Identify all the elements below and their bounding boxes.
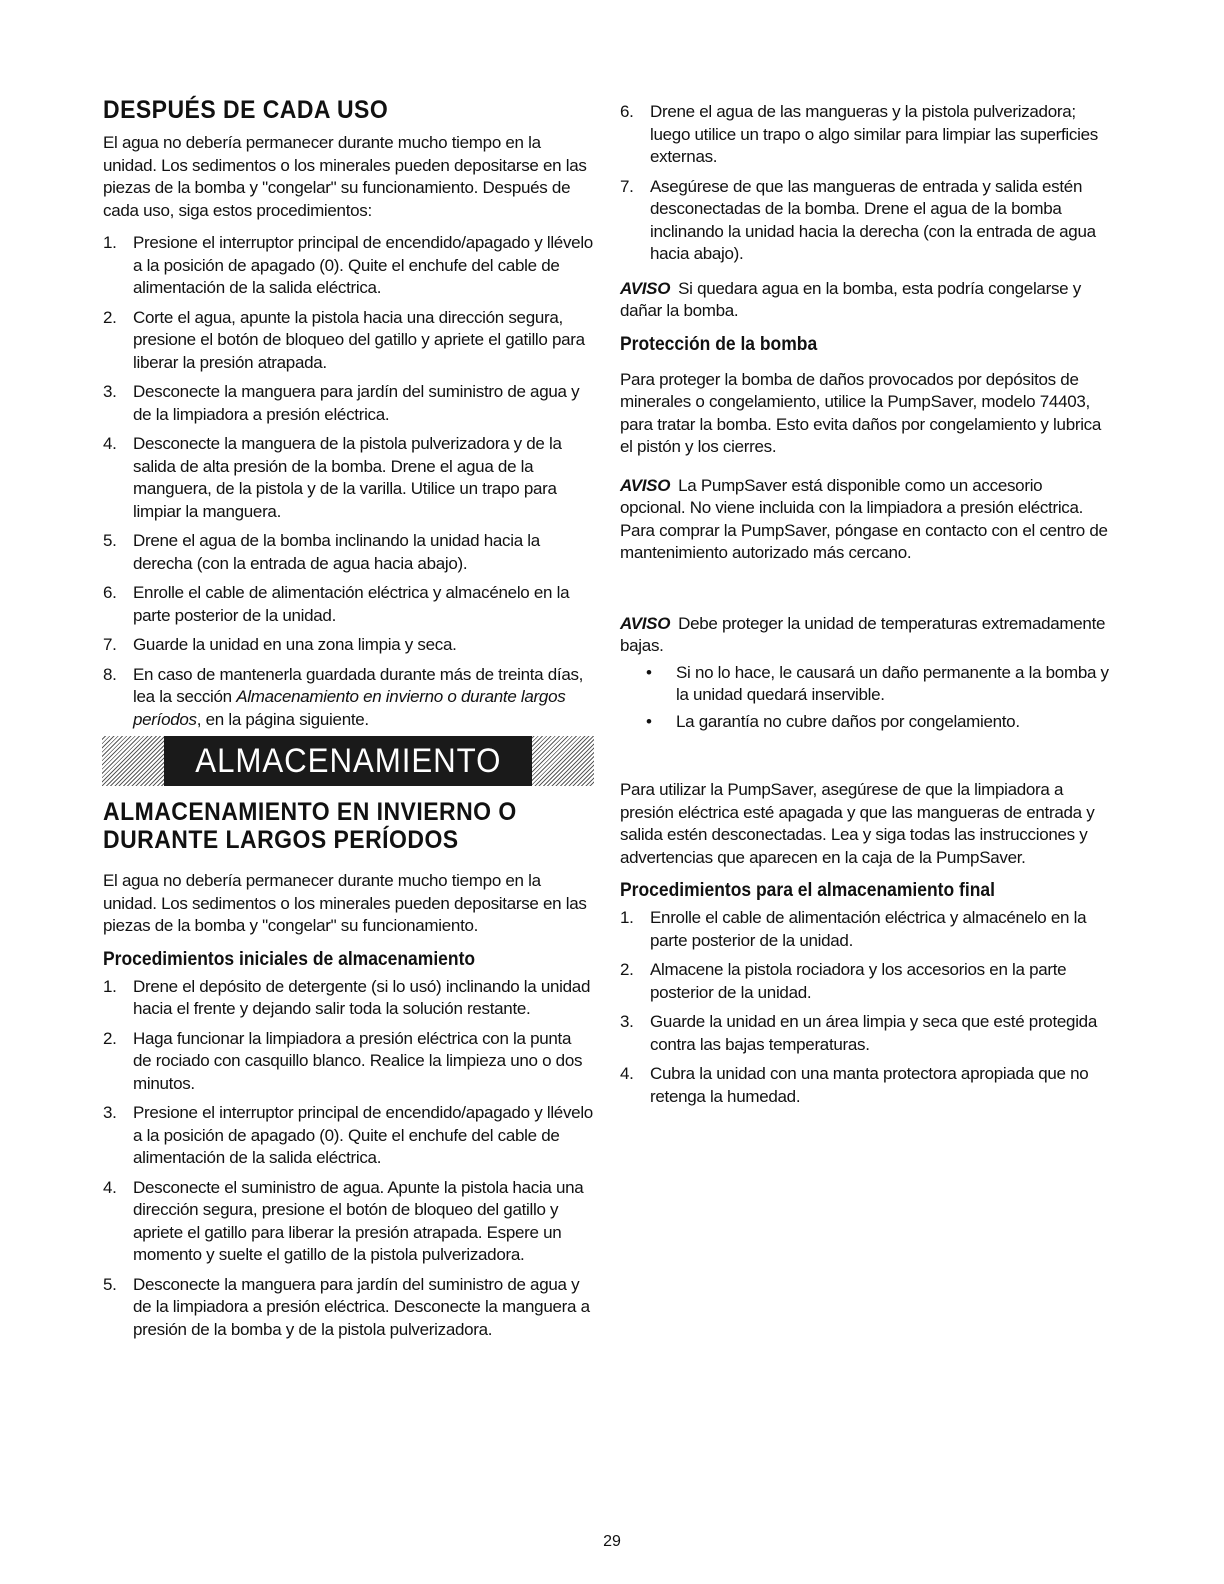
banner-title: ALMACENAMIENTO bbox=[194, 741, 502, 780]
list-item: 3. Presione el interruptor principal de encendido/apagado y llévelo a la posición de apagado (0). Quite el enchufe del cable de alimentación de la salida eléctrica. bbox=[103, 1103, 593, 1167]
list-item: 6. Drene el agua de las mangueras y la pistola pulverizadora; luego utilice un trapo o algo similar para limpiar las superficies externas. bbox=[620, 102, 1098, 166]
list-item: 6. Enrolle el cable de alimentación eléctrica y almacénelo en la parte posterior de la unidad. bbox=[103, 583, 570, 625]
list-item: 3. Guarde la unidad en un área limpia y seca que esté protegida contra las bajas temperaturas. bbox=[620, 1012, 1097, 1054]
initial-storage-steps-list bbox=[103, 976, 593, 1342]
section-title-despues-de-cada-uso: DESPUÉS DE CADA USO bbox=[103, 96, 389, 124]
list-item: 4. Desconecte la manguera de la pistola pulverizadora y de la salida de alta presión de la bomba. Drene el agua de la manguera, de la pistola y de la varilla. Utilice un trapo para limpiar la manguera. bbox=[103, 434, 562, 521]
after-use-steps-list bbox=[103, 232, 593, 731]
aviso-label: AVISO bbox=[620, 278, 671, 298]
right-column bbox=[620, 101, 1110, 1116]
list-item: 7. Guarde la unidad en una zona limpia y seca. bbox=[103, 635, 457, 654]
subsection-title-procedimientos-iniciales: Procedimientos iniciales de almacenamiento bbox=[103, 948, 476, 970]
bullet-icon: • bbox=[646, 711, 652, 731]
list-item: 7. Asegúrese de que las mangueras de entrada y salida estén desconectadas de la bomba. Drene el agua de la bomba inclinando la unidad hacia la derecha (con la entrada de agua hacia abajo). bbox=[620, 176, 1096, 263]
aviso-note-1: AVISO Si quedara agua en la bomba, esta podría congelarse y dañar la bomba. bbox=[620, 278, 1081, 320]
subsection-title-proteccion-bomba: Protección de la bomba bbox=[620, 333, 818, 355]
left-column-lower bbox=[103, 798, 593, 1349]
list-item: 1. Enrolle el cable de alimentación eléctrica y almacénelo en la parte posterior de la unidad. bbox=[620, 908, 1087, 950]
proteccion-paragraph: Para proteger la bomba de daños provocados por depósitos de minerales o congelamiento, utilice la PumpSaver, modelo 74403, para tratar la bomba. Esto evita daños por congelamiento y lubrica el pistón y los cierres. bbox=[620, 369, 1102, 456]
final-storage-steps-list bbox=[620, 907, 1110, 1108]
list-item: 2. Almacene la pistola rociadora y los accesorios en la parte posterior de la unidad. bbox=[620, 960, 1067, 1002]
aviso-note-2: AVISO La PumpSaver está disponible como un accesorio opcional. No viene incluida con la limpiadora a presión eléctrica. Para comprar la PumpSaver, póngase en contacto con el centro de mantenimiento autorizado más cercano. bbox=[620, 475, 1108, 562]
list-item: 4. Desconecte el suministro de agua. Apunte la pistola hacia una dirección segura, presione el botón de bloqueo del gatillo y apriete el gatillo para liberar la presión atrapada. Espere un momento y suelte el gatillo de la pistola pulverizadora. bbox=[103, 1177, 584, 1264]
subsection-title-almacenamiento-final: Procedimientos para el almacenamiento final bbox=[620, 880, 995, 901]
list-item: • La garantía no cubre daños por congelamiento. bbox=[620, 711, 1110, 734]
section-title-almacenamiento-invierno: ALMACENAMIENTO EN INVIERNO O DURANTE LARGOS PERÍODOS bbox=[103, 798, 517, 854]
list-item: 8. En caso de mantenerla guardada durante más de treinta días, lea la sección Almacenamiento en invierno o durante largos períodos, en la página siguiente. bbox=[103, 664, 584, 729]
list-item: 5. Desconecte la manguera para jardín del suministro de agua y de la limpiadora a presión eléctrica. Desconecte la manguera a presión de la bomba y de la pistola pulverizadora. bbox=[103, 1274, 590, 1339]
initial-storage-steps-continued bbox=[620, 101, 1110, 266]
aviso-label: AVISO bbox=[620, 475, 671, 495]
bullet-icon: • bbox=[646, 662, 652, 682]
page-number: 29 bbox=[603, 1533, 621, 1550]
aviso-note-3: AVISO Debe proteger la unidad de temperaturas extremadamente bajas. bbox=[620, 613, 1106, 655]
list-item: 4. Cubra la unidad con una manta protectora apropiada que no retenga la humedad. bbox=[620, 1064, 1089, 1106]
almacenamiento-banner bbox=[102, 736, 594, 786]
banner-label-box bbox=[164, 736, 532, 786]
left-column bbox=[103, 96, 593, 739]
section-intro: El agua no debería permanecer durante mucho tiempo en la unidad. Los sedimentos o los minerales pueden depositarse en las piezas de la bomba y "congelar" su funcionamiento. bbox=[103, 871, 587, 935]
section-intro: El agua no debería permanecer durante mucho tiempo en la unidad. Los sedimentos o los minerales pueden depositarse en las piezas de la bomba y "congelar" su funcionamiento. Después de cada uso, siga estos procedimientos: bbox=[103, 133, 587, 220]
list-item: 5. Drene el agua de la bomba inclinando la unidad hacia la derecha (con la entrada de agua hacia abajo). bbox=[103, 531, 540, 573]
aviso-label: AVISO bbox=[620, 613, 671, 633]
list-item: 2. Corte el agua, apunte la pistola hacia una dirección segura, presione el botón de bloqueo del gatillo y apriete el gatillo para liberar la presión atrapada. bbox=[103, 307, 585, 372]
list-item: 1. Drene el depósito de detergente (si lo usó) inclinando la unidad hacia el frente y dejando salir toda la solución restante. bbox=[103, 976, 591, 1018]
pumpsaver-paragraph: Para utilizar la PumpSaver, asegúrese de que la limpiadora a presión eléctrica esté apagada y que las mangueras de entrada y salida estén desconectadas. Lea y siga todas las instrucciones y advertencias que aparecen en la caja de la PumpSaver. bbox=[620, 780, 1095, 867]
list-item: 2. Haga funcionar la limpiadora a presión eléctrica con la punta de rociado con casquillo blanco. Realice la limpieza uno o dos minutos. bbox=[103, 1028, 583, 1093]
aviso-bullets-list bbox=[620, 662, 1110, 734]
list-item: 3. Desconecte la manguera para jardín del suministro de agua y de la limpiadora a presión eléctrica. bbox=[103, 382, 580, 424]
list-item: 1. Presione el interruptor principal de encendido/apagado y llévelo a la posición de apagado (0). Quite el enchufe del cable de alimentación de la salida eléctrica. bbox=[103, 233, 593, 297]
cross-reference-link-text: Almacenamiento en invierno o durante largos períodos bbox=[133, 687, 566, 729]
list-item: • Si no lo hace, le causará un daño permanente a la bomba y la unidad quedará inservible. bbox=[646, 662, 1109, 704]
